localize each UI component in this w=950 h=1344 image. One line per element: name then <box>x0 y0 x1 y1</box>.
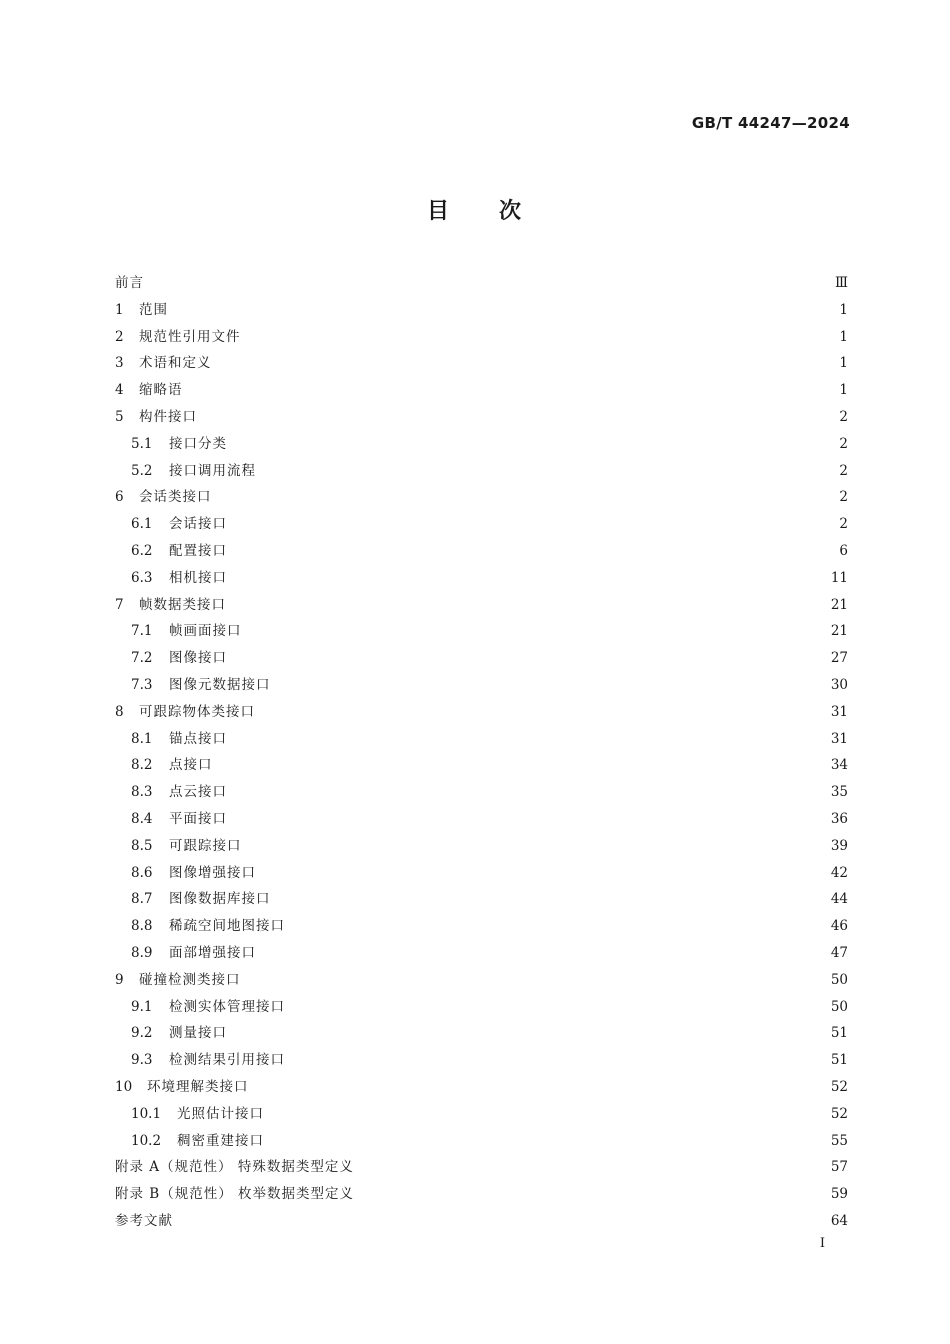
toc-entry-label: 范围 <box>139 301 168 318</box>
toc-entry-label: 构件接口 <box>139 408 197 425</box>
toc-entry-page: 46 <box>830 918 848 935</box>
toc-entry[interactable] <box>115 538 848 565</box>
toc-entry-label: 图像增强接口 <box>169 864 256 881</box>
toc-entry-number: 8.8 <box>131 918 153 935</box>
toc-entry-label: 会话类接口 <box>139 489 212 506</box>
toc-entry-label: 稠密重建接口 <box>177 1132 264 1149</box>
toc-entry-label: 附录 A（规范性） 特殊数据类型定义 <box>115 1159 354 1176</box>
toc-entry-label: 图像元数据接口 <box>169 676 271 693</box>
toc-entry[interactable] <box>115 806 848 833</box>
toc-entry[interactable] <box>115 431 848 458</box>
toc-dot-leader <box>233 806 825 833</box>
toc-entry-page: 21 <box>830 623 848 640</box>
toc-entry-number: 5 <box>115 408 124 425</box>
toc-entry[interactable] <box>115 350 848 377</box>
toc-entry-label: 接口调用流程 <box>169 462 256 479</box>
toc-dot-leader <box>179 1208 825 1235</box>
toc-entry[interactable] <box>115 994 848 1021</box>
toc-entry-label: 光照估计接口 <box>177 1105 264 1122</box>
toc-dot-leader <box>270 1128 825 1155</box>
toc-entry-label: 图像数据库接口 <box>169 891 271 908</box>
toc-entry-page: 31 <box>830 703 848 720</box>
toc-entry[interactable] <box>115 324 848 351</box>
toc-entry[interactable] <box>115 726 848 753</box>
toc-entry-label: 环境理解类接口 <box>147 1078 249 1095</box>
toc-entry-label: 碰撞检测类接口 <box>139 971 241 988</box>
toc-entry-page: 55 <box>830 1132 848 1149</box>
toc-entry-page: 50 <box>830 971 848 988</box>
toc-entry[interactable] <box>115 672 848 699</box>
toc-entry-number: 7.2 <box>131 650 153 667</box>
toc-entry-label: 可跟踪物体类接口 <box>139 703 255 720</box>
toc-entry-number: 8.4 <box>131 810 153 827</box>
toc-entry[interactable] <box>115 1074 848 1101</box>
toc-dot-leader <box>277 886 825 913</box>
toc-entry-page: 57 <box>830 1159 848 1176</box>
toc-entry[interactable] <box>115 1154 848 1181</box>
toc-dot-leader <box>360 1181 825 1208</box>
toc-dot-leader <box>174 297 832 324</box>
toc-entry-page: 11 <box>830 569 848 586</box>
toc-entry-label: 图像接口 <box>169 650 227 667</box>
toc-entry[interactable] <box>115 511 848 538</box>
table-of-contents <box>115 270 848 1235</box>
toc-entry[interactable] <box>115 297 848 324</box>
toc-entry[interactable] <box>115 458 848 485</box>
toc-entry-number: 5.2 <box>131 462 153 479</box>
toc-entry-page: 50 <box>830 998 848 1015</box>
toc-entry-page: 42 <box>830 864 848 881</box>
toc-dot-leader <box>248 833 825 860</box>
toc-entry-page: 2 <box>839 408 848 425</box>
toc-entry-number: 10 <box>115 1078 133 1095</box>
toc-dot-leader <box>233 565 825 592</box>
toc-entry-number: 8 <box>115 703 124 720</box>
toc-entry-page: 34 <box>830 757 848 774</box>
toc-entry-label: 测量接口 <box>169 1025 227 1042</box>
toc-entry-label: 锚点接口 <box>169 730 227 747</box>
toc-entry-label: 前言 <box>115 275 144 291</box>
toc-entry-label: 帧数据类接口 <box>139 596 226 613</box>
toc-entry-label: 点接口 <box>169 757 213 774</box>
toc-entry[interactable] <box>115 860 848 887</box>
toc-entry[interactable] <box>115 618 848 645</box>
toc-dot-leader <box>233 779 825 806</box>
toc-dot-leader <box>291 913 825 940</box>
toc-entry[interactable] <box>115 1128 848 1155</box>
toc-entry-number: 2 <box>115 328 124 345</box>
toc-entry-page: 44 <box>830 891 848 908</box>
toc-dot-leader <box>248 618 825 645</box>
toc-entry-number: 7 <box>115 596 124 613</box>
toc-entry[interactable] <box>115 1047 848 1074</box>
toc-entry-label: 接口分类 <box>169 435 227 452</box>
toc-dot-leader <box>233 1020 825 1047</box>
toc-entry-page: 39 <box>830 837 848 854</box>
toc-title <box>0 194 950 225</box>
toc-dot-leader <box>233 726 825 753</box>
standard-number: GB/T 44247—2024 <box>691 114 850 132</box>
toc-dot-leader <box>219 752 825 779</box>
toc-entry-label: 缩略语 <box>139 382 183 399</box>
toc-dot-leader <box>261 699 825 726</box>
toc-entry[interactable] <box>115 377 848 404</box>
toc-dot-leader <box>233 538 832 565</box>
toc-entry-label: 面部增强接口 <box>169 944 256 961</box>
toc-dot-leader <box>255 1074 825 1101</box>
toc-dot-leader <box>291 994 825 1021</box>
toc-entry-number: 9 <box>115 971 124 988</box>
toc-entry[interactable] <box>115 592 848 619</box>
toc-dot-leader <box>189 377 833 404</box>
toc-entry-label: 相机接口 <box>169 569 227 586</box>
toc-entry-number: 9.2 <box>131 1025 153 1042</box>
toc-entry[interactable] <box>115 913 848 940</box>
toc-dot-leader <box>218 484 833 511</box>
toc-dot-leader <box>232 592 825 619</box>
toc-entry-page: 35 <box>830 784 848 801</box>
toc-entry[interactable] <box>115 1208 848 1235</box>
toc-entry-number: 10.1 <box>131 1105 162 1122</box>
toc-entry-number: 9.3 <box>131 1052 153 1069</box>
toc-entry-number: 6.3 <box>131 569 153 586</box>
toc-dot-leader <box>291 1047 825 1074</box>
toc-entry-page: 21 <box>830 596 848 613</box>
toc-dot-leader <box>150 270 829 297</box>
toc-entry-label: 术语和定义 <box>139 355 212 372</box>
toc-entry-label: 帧画面接口 <box>169 623 242 640</box>
toc-dot-leader <box>247 967 825 994</box>
toc-entry-page: 52 <box>830 1078 848 1095</box>
toc-dot-leader <box>218 350 833 377</box>
toc-entry-page: 52 <box>830 1105 848 1122</box>
toc-entry[interactable] <box>115 404 848 431</box>
toc-entry-number: 1 <box>115 301 124 318</box>
toc-entry-label: 平面接口 <box>169 810 227 827</box>
toc-entry-page: 2 <box>839 489 848 506</box>
toc-entry-number: 9.1 <box>131 998 153 1015</box>
toc-entry-page: 51 <box>830 1052 848 1069</box>
toc-entry-label: 附录 B（规范性） 枚举数据类型定义 <box>115 1186 355 1203</box>
toc-entry[interactable] <box>115 565 848 592</box>
toc-entry[interactable] <box>115 699 848 726</box>
toc-entry[interactable] <box>115 833 848 860</box>
toc-title-part1: 目 <box>426 199 451 224</box>
toc-entry[interactable] <box>115 270 848 297</box>
toc-dot-leader <box>262 458 832 485</box>
toc-entry-number: 6 <box>115 489 124 506</box>
toc-entry[interactable] <box>115 1181 848 1208</box>
toc-entry-page: 1 <box>839 301 848 318</box>
toc-entry-label: 点云接口 <box>169 784 227 801</box>
toc-dot-leader <box>262 940 825 967</box>
toc-dot-leader <box>233 645 825 672</box>
toc-entry-number: 8.5 <box>131 837 153 854</box>
toc-entry-page: Ⅲ <box>834 275 848 291</box>
toc-entry-number: 4 <box>115 382 124 399</box>
toc-entry-number: 5.1 <box>131 435 153 452</box>
page-number: I <box>819 1236 825 1251</box>
toc-entry-page: 1 <box>839 382 848 399</box>
toc-dot-leader <box>233 431 832 458</box>
toc-dot-leader <box>233 511 832 538</box>
toc-entry[interactable] <box>115 779 848 806</box>
toc-entry[interactable] <box>115 484 848 511</box>
toc-entry-page: 1 <box>839 355 848 372</box>
toc-entry-page: 2 <box>839 516 848 533</box>
toc-entry-number: 7.1 <box>131 623 153 640</box>
toc-entry-page: 59 <box>830 1186 848 1203</box>
toc-entry-label: 检测实体管理接口 <box>169 998 285 1015</box>
toc-entry-page: 47 <box>830 944 848 961</box>
toc-entry-page: 6 <box>839 542 848 559</box>
toc-entry-number: 6.1 <box>131 516 153 533</box>
toc-entry-number: 6.2 <box>131 542 153 559</box>
toc-entry-page: 36 <box>830 810 848 827</box>
toc-entry-page: 64 <box>830 1212 848 1229</box>
toc-entry-page: 31 <box>830 730 848 747</box>
toc-dot-leader <box>360 1154 825 1181</box>
toc-entry-number: 8.9 <box>131 944 153 961</box>
toc-dot-leader <box>203 404 832 431</box>
toc-entry-label: 参考文献 <box>115 1212 173 1229</box>
toc-entry-number: 8.2 <box>131 757 153 774</box>
toc-entry-page: 2 <box>839 435 848 452</box>
toc-entry[interactable] <box>115 967 848 994</box>
toc-entry-number: 8.1 <box>131 730 153 747</box>
toc-entry[interactable] <box>115 645 848 672</box>
toc-entry-page: 30 <box>830 676 848 693</box>
toc-entry-page: 51 <box>830 1025 848 1042</box>
toc-dot-leader <box>262 860 825 887</box>
toc-entry-number: 7.3 <box>131 676 153 693</box>
toc-entry-page: 2 <box>839 462 848 479</box>
toc-entry-page: 1 <box>839 328 848 345</box>
toc-dot-leader <box>277 672 825 699</box>
toc-entry-number: 8.6 <box>131 864 153 881</box>
toc-entry-page: 27 <box>830 650 848 667</box>
toc-entry[interactable] <box>115 1020 848 1047</box>
toc-dot-leader <box>270 1101 825 1128</box>
toc-entry-label: 可跟踪接口 <box>169 837 242 854</box>
toc-dot-leader <box>247 324 833 351</box>
toc-entry[interactable] <box>115 940 848 967</box>
toc-entry-label: 配置接口 <box>169 542 227 559</box>
toc-entry[interactable] <box>115 752 848 779</box>
toc-entry-number: 3 <box>115 355 124 372</box>
toc-entry-number: 8.3 <box>131 784 153 801</box>
toc-title-part2: 次 <box>499 199 524 224</box>
toc-entry-label: 稀疏空间地图接口 <box>169 918 285 935</box>
toc-entry-label: 规范性引用文件 <box>139 328 241 345</box>
toc-entry-number: 10.2 <box>131 1132 162 1149</box>
toc-entry-number: 8.7 <box>131 891 153 908</box>
toc-entry[interactable] <box>115 886 848 913</box>
toc-entry-label: 会话接口 <box>169 516 227 533</box>
toc-entry-label: 检测结果引用接口 <box>169 1052 285 1069</box>
toc-entry[interactable] <box>115 1101 848 1128</box>
